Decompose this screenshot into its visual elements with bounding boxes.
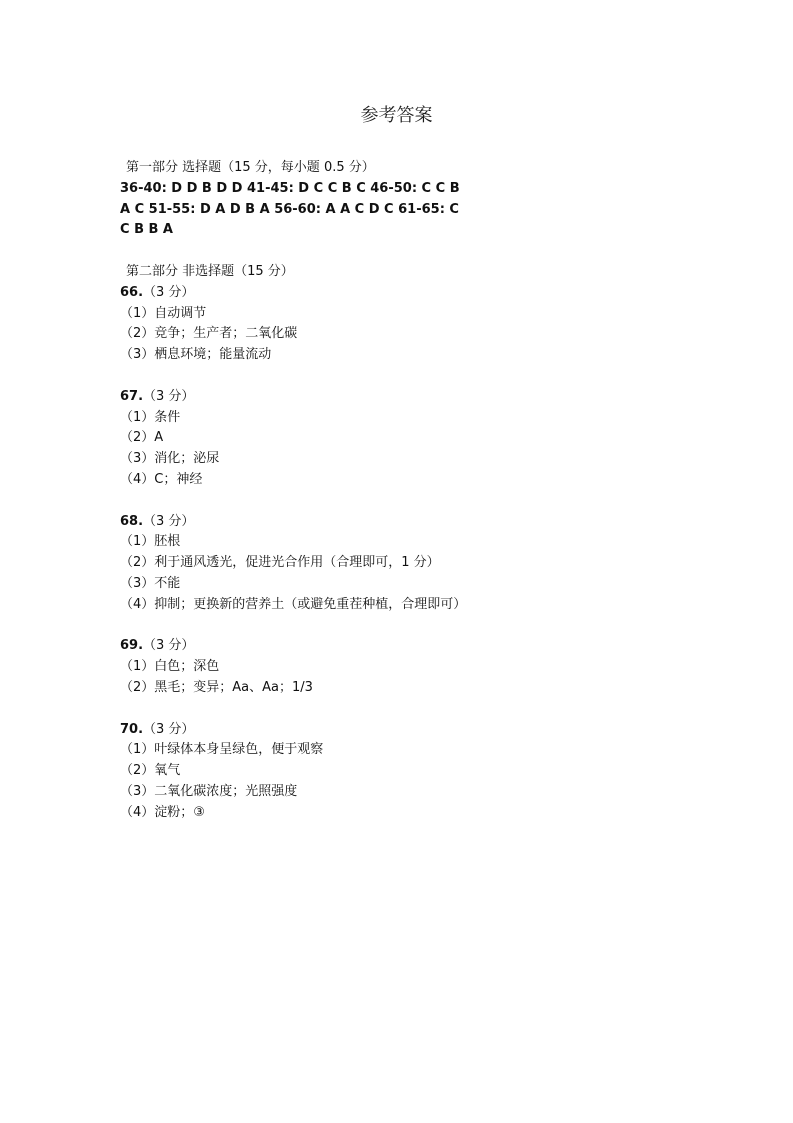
choice-answers-line: A C 51-55: D A D B A 56-60: A A C D C 61-65: C [120, 201, 459, 217]
answer-line: （1）白色；深色 [120, 659, 220, 675]
answer-line: （4）C；神经 [120, 471, 203, 487]
choice-answers-line: 36-40: D D B D D 41-45: D C C B C 46-50: C C B [120, 180, 460, 196]
question-heading [120, 720, 680, 741]
answer-line: （4）淀粉；③ [120, 804, 205, 820]
page-title: 参考答案 [360, 105, 433, 126]
answer-line: （3）栖息环境；能量流动 [120, 347, 272, 363]
question-heading [120, 636, 680, 657]
answer-line: （2）利于通风透光，促进光合作用（合理即可，1 分） [120, 555, 440, 571]
answer-line: （1）条件 [120, 409, 181, 425]
question-number: 68. [120, 513, 144, 529]
question-score: （3 分） [143, 284, 195, 300]
question-number: 69. [120, 638, 144, 654]
question-number: 67. [120, 388, 144, 404]
question-score: （3 分） [143, 638, 195, 654]
answer-line: （1）胚根 [120, 534, 181, 550]
answer-line: （3）不能 [120, 575, 181, 591]
answer-line: （3）消化；泌尿 [120, 451, 220, 467]
answer-line: （2）黑毛；变异；Aa、Aa；1/3 [120, 679, 313, 695]
part1-heading: 第一部分 选择题（15 分，每小题 0.5 分） [126, 160, 375, 175]
answer-line: （2）氧气 [120, 763, 181, 779]
question-number: 66. [120, 284, 144, 300]
answer-line: （1）自动调节 [120, 305, 207, 321]
question-number: 70. [120, 721, 144, 737]
answer-line: （3）二氧化碳浓度；光照强度 [120, 783, 298, 799]
question-score: （3 分） [143, 513, 195, 529]
question-heading [120, 512, 680, 533]
answer-line: （1）叶绿体本身呈绿色，便于观察 [120, 742, 324, 758]
question-heading [120, 387, 680, 408]
answer-line: （2）竞争；生产者；二氧化碳 [120, 326, 298, 342]
question-score: （3 分） [143, 388, 195, 404]
answer-line: （2）A [120, 430, 164, 446]
part2-heading: 第二部分 非选择题（15 分） [126, 263, 294, 279]
question-heading [120, 283, 680, 304]
answer-content [120, 158, 680, 824]
answer-line: （4）抑制；更换新的营养土（或避免重茬种植，合理即可） [120, 596, 467, 612]
choice-answers-line: C B B A [120, 222, 173, 238]
question-score: （3 分） [143, 721, 195, 737]
